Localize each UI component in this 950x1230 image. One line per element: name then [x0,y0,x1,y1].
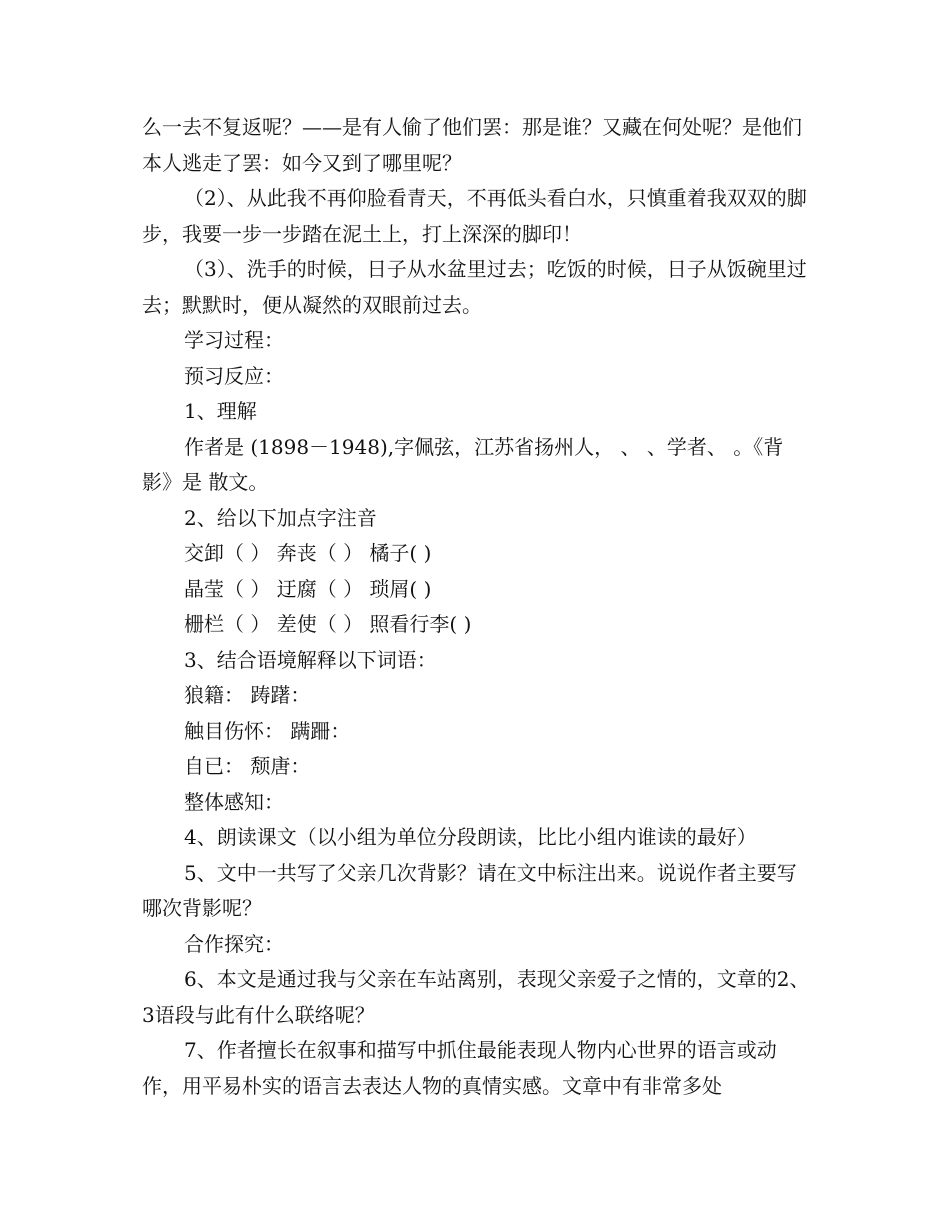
document-body [142,110,810,1104]
paragraph-continuation: 么一去不复返呢？——是有人偷了他们罢：那是谁？又藏在何处呢？是他们本人逃走了罢：如今又到了哪里呢？ [142,115,802,175]
words-row-2: 触目伤怀： 蹒跚： [184,718,351,743]
item-3-explain-words: 3、结合语境解释以下词语： [184,647,437,672]
item-5-back-view: 5、文中一共写了父亲几次背影？请在文中标注出来。说说作者主要写哪次背影呢？ [142,860,797,920]
item-6-connection: 6、本文是通过我与父亲在车站离别，表现父亲爱子之情的，文章的2、3语段与此有什么联络呢？ [142,967,810,1027]
item-2-pinyin: 2、给以下加点字注音 [184,505,377,530]
heading-learning-process: 学习过程： [184,328,284,352]
item-1-understand: 1、理解 [184,399,257,423]
paragraph-author-blank: 作者是 (1898－1948),字佩弦，江苏省扬州人， 、 、学者、 。《背影》是 散文。 [142,434,784,494]
heading-preview: 预习反应： [184,363,284,388]
pinyin-row-3: 栅栏（ ） 差使（ ） 照看行李( ) [184,612,472,636]
paragraph-quote-3: （3）、洗手的时候，日子从水盆里过去；吃饭的时候，日子从饭碗里过去；默默时，便从凝然的双眼前过去。 [142,257,807,317]
words-row-1: 狼籍： 踌躇： [184,683,311,707]
item-4-read-aloud: 4、朗读课文（以小组为单位分段朗读，比比小组内谁读的最好） [184,825,757,849]
heading-overall-perception: 整体感知： [184,789,284,814]
words-row-3: 自已： 颓唐： [184,754,311,778]
pinyin-row-1: 交卸（ ） 奔丧（ ） 橘子( ) [184,541,432,565]
pinyin-row-2: 晶莹（ ） 迂腐（ ） 琐屑( ) [184,576,432,601]
paragraph-quote-2: （2）、从此我不再仰脸看青天，不再低头看白水，只慎重着我双双的脚步，我要一步一步踏在泥土上，打上深深的脚印！ [142,186,807,246]
heading-cooperative-inquiry: 合作探究： [184,931,284,956]
item-7-language: 7、作者擅长在叙事和描写中抓住最能表现人物内心世界的语言或动作，用平易朴实的语言去表达人物的真情实感。文章中有非常多处 [142,1038,777,1098]
